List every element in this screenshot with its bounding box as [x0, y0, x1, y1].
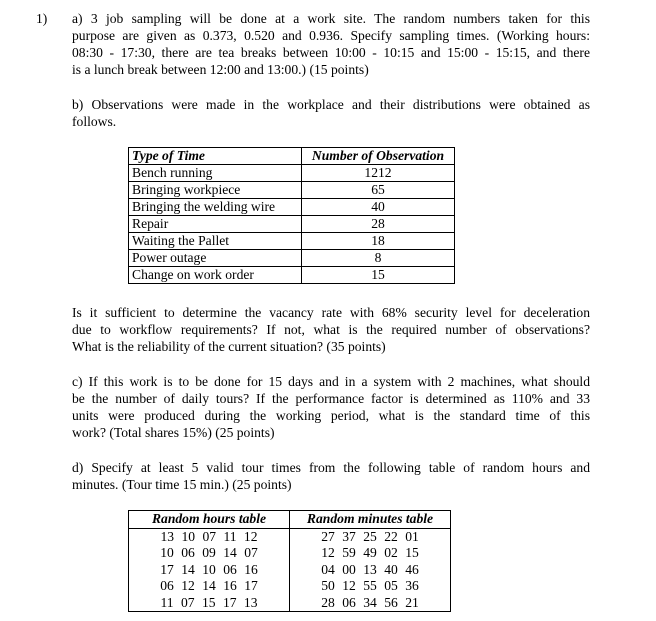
text-line: is a lunch break between 12:00 and 13:00.) (15 points) [72, 62, 369, 77]
table-row [129, 595, 451, 612]
table-row [129, 165, 455, 182]
cell-type: Power outage [129, 250, 302, 267]
cell-type: Change on work order [129, 267, 302, 284]
cell-type: Repair [129, 216, 302, 233]
cell-minutes: 27 37 25 22 01 [290, 528, 451, 545]
part-b-question [72, 304, 590, 355]
table-row [129, 267, 455, 284]
cell-hours: 11 07 15 17 13 [129, 595, 290, 612]
cell-type: Bringing workpiece [129, 182, 302, 199]
cell-count: 8 [302, 250, 455, 267]
column-header-hours: Random hours table [129, 511, 290, 529]
text-line: d) Specify at least 5 valid tour times from the following table of random hours and [72, 460, 590, 475]
cell-count: 40 [302, 199, 455, 216]
table-row [129, 528, 451, 545]
table-row [129, 562, 451, 579]
cell-hours: 13 10 07 11 12 [129, 528, 290, 545]
table-row [129, 199, 455, 216]
table-header-row [129, 511, 451, 529]
part-c-text [72, 373, 590, 441]
table-row [129, 578, 451, 595]
part-b-intro [72, 96, 590, 130]
cell-count: 1212 [302, 165, 455, 182]
column-header-minutes: Random minutes table [290, 511, 451, 529]
text-line: minutes. (Tour time 15 min.) (25 points) [72, 477, 292, 492]
cell-count: 65 [302, 182, 455, 199]
text-line: What is the reliability of the current situation? (35 points) [72, 339, 386, 354]
random-numbers-table [128, 510, 451, 612]
cell-minutes: 50 12 55 05 36 [290, 578, 451, 595]
part-d-text [72, 459, 590, 493]
cell-type: Bench running [129, 165, 302, 182]
text-line: a) 3 job sampling will be done at a work site. The random numbers taken for this [72, 11, 590, 26]
text-line: due to workflow requirements? If not, what is the required number of observations? [72, 322, 590, 337]
cell-type: Bringing the welding wire [129, 199, 302, 216]
cell-hours: 10 06 09 14 07 [129, 545, 290, 562]
text-line: be the number of daily tours? If the performance factor is determined as 110% and 33 [72, 391, 590, 406]
column-header-type: Type of Time [129, 148, 302, 165]
question-number: 1) [36, 11, 48, 26]
text-line: 08:30 - 17:30, there are tea breaks between 10:00 - 10:15 and 15:00 - 15:15, and there [72, 45, 590, 60]
table-row [129, 545, 451, 562]
cell-type: Waiting the Pallet [129, 233, 302, 250]
column-header-count: Number of Observation [302, 148, 455, 165]
cell-hours: 17 14 10 06 16 [129, 562, 290, 579]
cell-minutes: 04 00 13 40 46 [290, 562, 451, 579]
cell-count: 18 [302, 233, 455, 250]
observation-table [128, 147, 455, 284]
text-line: purpose are given as 0.373, 0.520 and 0.936. Specify sampling times. (Working hours: [72, 28, 590, 43]
cell-hours: 06 12 14 16 17 [129, 578, 290, 595]
table-row [129, 250, 455, 267]
cell-count: 28 [302, 216, 455, 233]
table-header-row [129, 148, 455, 165]
text-line: work? (Total shares 15%) (25 points) [72, 425, 275, 440]
table-row [129, 233, 455, 250]
text-line: units were produced during the working period, what is the standard time of this [72, 408, 590, 423]
table-row [129, 182, 455, 199]
cell-minutes: 12 59 49 02 15 [290, 545, 451, 562]
part-a-text [72, 10, 590, 78]
text-line: follows. [72, 114, 117, 129]
text-line: Is it sufficient to determine the vacancy rate with 68% security level for deceleration [72, 305, 590, 320]
text-line: c) If this work is to be done for 15 days and in a system with 2 machines, what should [72, 374, 590, 389]
table-row [129, 216, 455, 233]
text-line: b) Observations were made in the workplace and their distributions were obtained as [72, 97, 590, 112]
cell-count: 15 [302, 267, 455, 284]
cell-minutes: 28 06 34 56 21 [290, 595, 451, 612]
